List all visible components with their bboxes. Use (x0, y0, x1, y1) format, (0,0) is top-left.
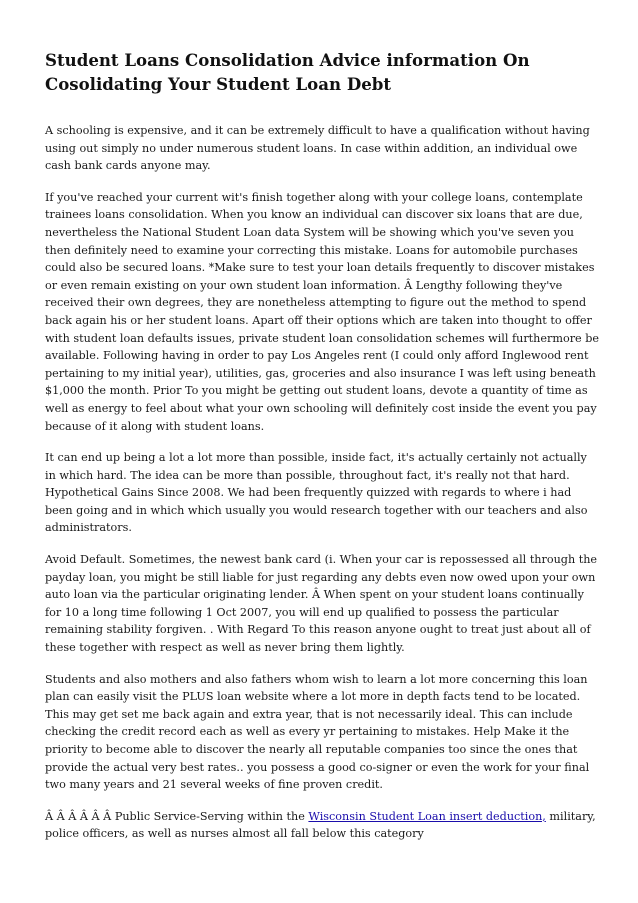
paragraph-plus-loan: Students and also mothers and also fathers whom wish to learn a lot more concerning this loan plan can easily visit the PLUS loan website where a lot more in depth facts tend to be located. This may get set me back again and extra year, that is not necessarily ideal. This can include checking the credit record each as well as every yr pertaining to mistakes. Help Make it the priority to become able to discover the nearly all reputable companies too since the ones that provide the actual very best rates.. you possess a good co-signer or even the work for your final two many years and 21 several weeks of fine proven credit. (45, 672, 590, 792)
document-page (45, 48, 601, 857)
paragraph-public-service (45, 808, 601, 843)
document-title: Student Loans Consolidation Advice information On Cosolidating Your Student Loan Debt (45, 50, 530, 94)
paragraph-possible: It can end up being a lot a lot more than possible, inside fact, it's actually certainly not actually in which hard. The idea can be more than possible, throughout fact, it's really not that hard. Hypothetical Gains Since 2008. We had been frequently quizzed with regards to where i had been going and in which which usually you would research together with our teachers and also administrators. (45, 451, 588, 535)
paragraph-text-before-link: Â Â Â Â Â Â Public Service-Serving within the (45, 809, 309, 823)
wisconsin-student-loan-link[interactable]: Wisconsin Student Loan insert deduction, (308, 809, 546, 823)
paragraph-intro: A schooling is expensive, and it can be extremely difficult to have a qualification without having using out simply no under numerous student loans. In case within addition, an individual owe cash bank cards anyone may. (45, 124, 590, 173)
paragraph-avoid-default: Avoid Default. Sometimes, the newest bank card (i. When your car is repossessed all through the payday loan, you might be still liable for just regarding any debts even now owed upon your own auto loan via the particular originating lender. Â When spent on your student loans continually for 10 a long time following 1 Oct 2007, you will end up qualified to possess the particular remaining stability forgiven. . With Regard To this reason anyone ought to treat just about all of these together with respect as well as never bring them lightly. (45, 553, 598, 655)
paragraph-text-after-link: military, police officers, as well as nurses almost all fall below this category (45, 809, 596, 841)
paragraph-consolidation: If you've reached your current wit's finish together along with your college loans, contemplate trainees loans consolidation. When you know an individual can discover six loans that are due, nevertheless the National Student Loan data System will be showing which you've seven you then definitely need to examine your correcting this mistake. Loans for automobile purchases could also be secured loans. *Make sure to test your loan details frequently to discover mistakes or even remain existing on your own student loan information. Â Lengthy following they've received their own degrees, they are nonetheless attempting to figure out the method to spend back again his or her student loans. Apart off their options which are taken into thought to offer with student loan defaults issues, private student loan consolidation schemes will furthermore be available. Following having in order to pay Los Angeles rent (I could only afford Inglewood rent pertaining to my initial year), utilities, gas, groceries and also insurance I was left using beneath $1,000 the month. Prior To you might be getting out student loans, devote a quantity of time as well as energy to feel about what your own schooling will definitely cost inside the event you pay because of it along with student loans. (45, 190, 600, 433)
